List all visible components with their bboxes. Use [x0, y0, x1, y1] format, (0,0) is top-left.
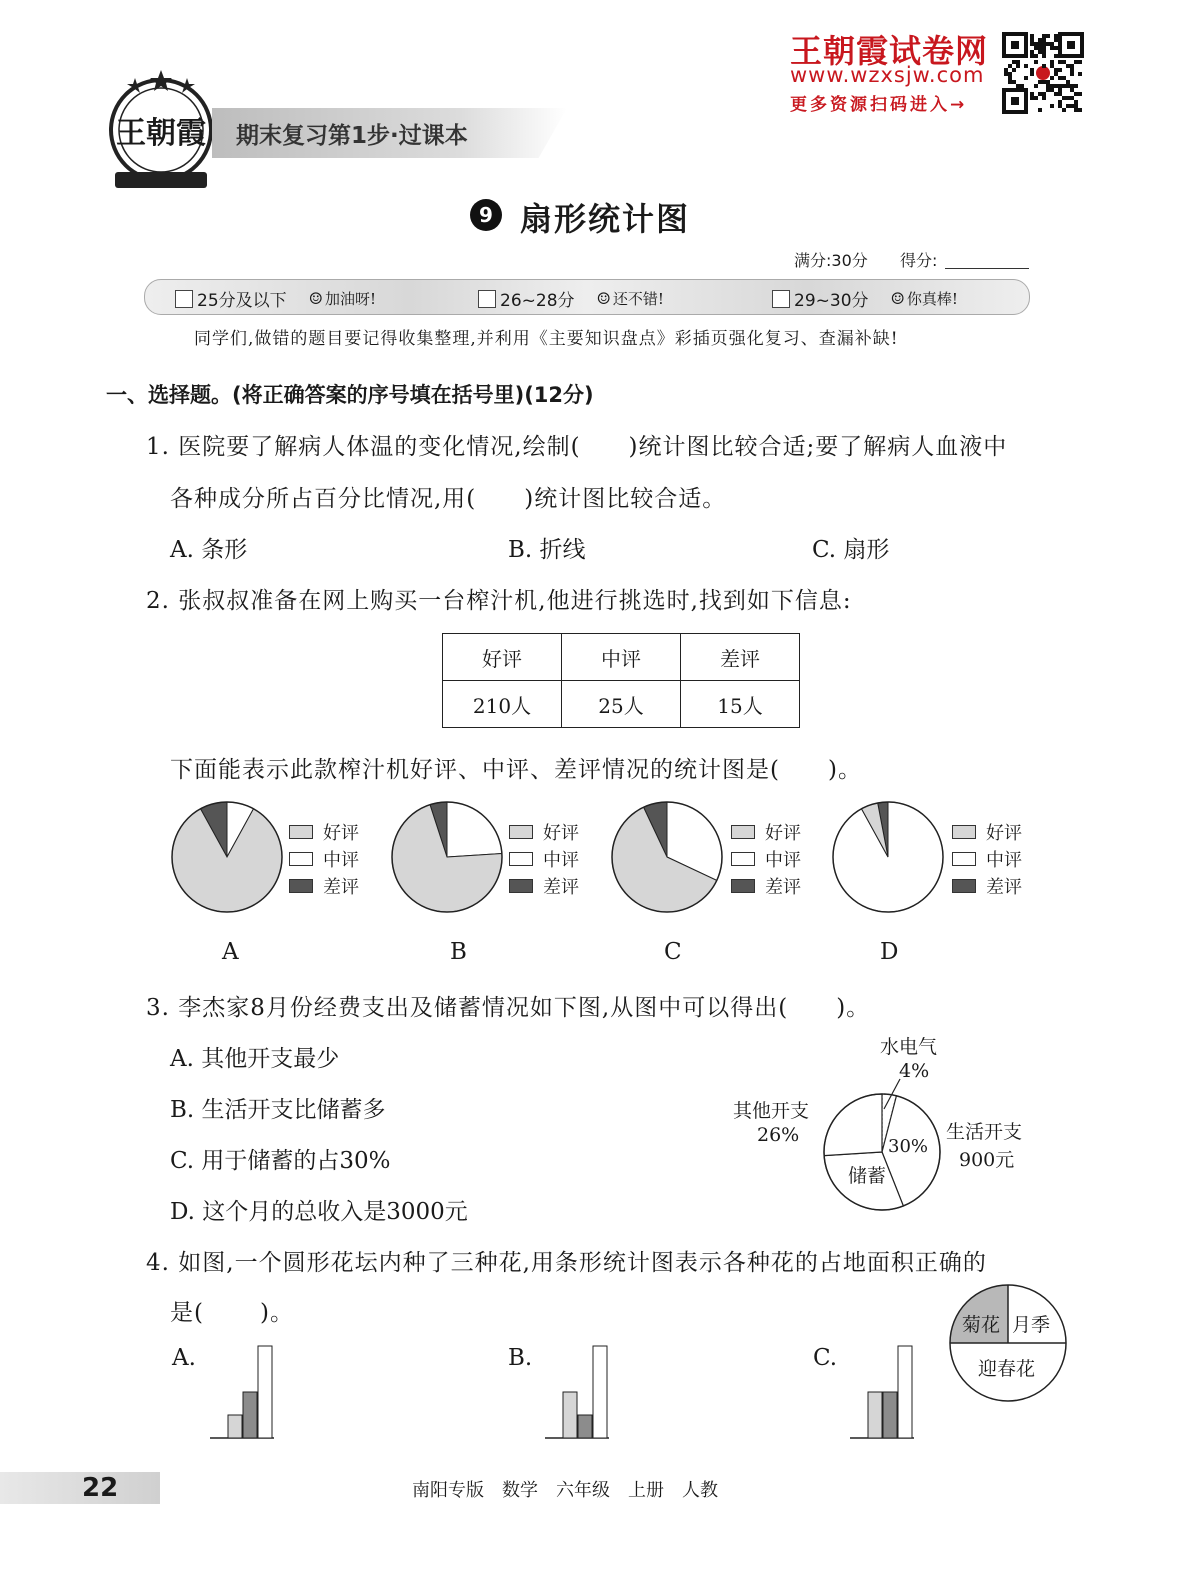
brand-logo-text: 王朝霞 [116, 116, 206, 151]
bar-q4-a-2 [258, 1346, 272, 1438]
q3-stem: 3. 李杰家8月份经费支出及储蓄情况如下图,从图中可以得出( )。 [146, 995, 871, 1021]
label-utilities-pct: 4% [899, 1060, 930, 1082]
q4-option-b[interactable]: B. [508, 1345, 533, 1371]
flower-label-jasmine: 迎春花 [978, 1358, 1036, 1380]
q1-line1: 1. 医院要了解病人体温的变化情况,绘制( )统计图比较合适;要了解病人血液中 [146, 434, 1008, 460]
grading-range: 29~30分 [794, 291, 869, 311]
bar-q4-b-0 [563, 1392, 577, 1438]
score-blank[interactable] [945, 268, 1029, 269]
swatch-light [509, 825, 533, 839]
flower-label-chrysanthemum: 菊花 [962, 1314, 1001, 1336]
footer-edition: 南阳专版 数学 六年级 上册 人教 [412, 1480, 718, 1501]
bar-q4-b-2 [593, 1346, 607, 1438]
q3-option-a[interactable]: A. 其他开支最少 [170, 1046, 340, 1072]
table-header: 好评 [443, 634, 562, 681]
swatch-light [731, 825, 755, 839]
bar-q4-c-2 [898, 1346, 912, 1438]
q1-option-c[interactable]: C. 扇形 [812, 537, 890, 563]
q4-stem-2: 是( )。 [170, 1300, 294, 1326]
review-table [442, 633, 800, 728]
grading-comment: 还不错! [612, 290, 664, 308]
bar-q4-a-1 [243, 1392, 257, 1438]
legend-item: 中评 [952, 845, 1022, 872]
table-cell: 25人 [562, 681, 681, 728]
swatch-white [289, 852, 313, 866]
tip-text: 同学们,做错的题目要记得收集整理,并利用《主要知识盘点》彩插页强化复习、查漏补缺! [194, 329, 899, 349]
table-header: 差评 [681, 634, 800, 681]
q2-option-c[interactable]: C [664, 939, 682, 965]
score-label: 得分: [900, 251, 938, 270]
q4-option-a[interactable]: A. [172, 1345, 196, 1371]
section-title: 一、选择题。(将正确答案的序号填在括号里)(12分) [106, 383, 594, 407]
checkbox[interactable] [175, 290, 193, 308]
label-savings-pct: 30% [888, 1136, 929, 1157]
bar-q4-a-0 [228, 1415, 242, 1438]
grading-option-1[interactable] [175, 286, 376, 311]
q3-option-c[interactable]: C. 用于储蓄的占30% [170, 1148, 391, 1174]
swatch-dark [289, 879, 313, 893]
q2-stem: 2. 张叔叔准备在网上购买一台榨汁机,他进行挑选时,找到如下信息: [146, 588, 852, 614]
q2-option-a[interactable]: A [222, 939, 239, 965]
swatch-dark [952, 879, 976, 893]
grading-option-2[interactable] [478, 286, 664, 311]
page-number: 22 [82, 1473, 119, 1503]
legend-d [952, 818, 1022, 899]
label-other: 其他开支 [733, 1100, 810, 1122]
pie-slice-b-1 [447, 802, 502, 857]
footer-band [0, 1472, 160, 1504]
smiley-icon: ☺ [890, 289, 905, 308]
legend-item: 好评 [952, 818, 1022, 845]
table-cell: 210人 [443, 681, 562, 728]
legend-item: 差评 [289, 872, 359, 899]
grading-range: 25分及以下 [197, 291, 287, 311]
swatch-dark [509, 879, 533, 893]
legend-item: 好评 [509, 818, 579, 845]
smiley-icon: ☺ [596, 289, 611, 308]
q2-option-d[interactable]: D [880, 939, 899, 965]
label-living: 生活开支 [946, 1121, 1023, 1143]
q3-option-d[interactable]: D. 这个月的总收入是3000元 [170, 1199, 468, 1225]
legend-item: 好评 [289, 818, 359, 845]
q1-option-b[interactable]: B. 折线 [508, 537, 586, 563]
flower-bed-diagram [948, 1283, 1068, 1403]
q3-option-b[interactable]: B. 生活开支比储蓄多 [170, 1097, 386, 1123]
legend-item: 好评 [731, 818, 801, 845]
q1-option-a[interactable]: A. 条形 [170, 537, 248, 563]
title-number-badge: 9 [470, 199, 502, 231]
label-other-pct: 26% [757, 1124, 800, 1146]
swatch-white [731, 852, 755, 866]
legend-item: 差评 [509, 872, 579, 899]
legend-item: 中评 [731, 845, 801, 872]
legend-c [731, 818, 801, 899]
legend-item: 中评 [509, 845, 579, 872]
label-living-amount: 900元 [959, 1149, 1015, 1171]
swatch-white [509, 852, 533, 866]
q2-option-b[interactable]: B [450, 939, 467, 965]
q4-stem: 4. 如图,一个圆形花坛内种了三种花,用条形统计图表示各种花的占地面积正确的 [146, 1250, 987, 1276]
q2-prompt: 下面能表示此款榨汁机好评、中评、差评情况的统计图是( )。 [170, 757, 862, 783]
site-name: 王朝霞试卷网 [790, 32, 989, 70]
smiley-icon: ☺ [308, 289, 323, 308]
flower-label-rose: 月季 [1012, 1314, 1051, 1336]
full-score-label: 满分:30分 [794, 251, 868, 270]
grading-comment: 你真棒! [906, 290, 958, 308]
legend-item: 中评 [289, 845, 359, 872]
grading-option-3[interactable] [772, 286, 958, 311]
bar-q4-c-1 [883, 1392, 897, 1438]
swatch-light [952, 825, 976, 839]
legend-b [509, 818, 579, 899]
legend-item: 差评 [731, 872, 801, 899]
table-header: 中评 [562, 634, 681, 681]
qr-code[interactable] [1002, 32, 1084, 114]
site-url[interactable]: www.wzxsjw.com [790, 63, 985, 87]
bar-q4-c-0 [868, 1392, 882, 1438]
q4-bar-charts [200, 1340, 940, 1450]
swatch-light [289, 825, 313, 839]
bar-q4-b-1 [578, 1415, 592, 1438]
swatch-white [952, 852, 976, 866]
banner-text: 期末复习第1步·过课本 [236, 123, 468, 149]
checkbox[interactable] [478, 290, 496, 308]
site-slogan: 更多资源扫码进入→ [790, 95, 968, 115]
legend-a [289, 818, 359, 899]
table-cell: 15人 [681, 681, 800, 728]
grading-range: 26~28分 [500, 291, 575, 311]
label-savings: 储蓄 [848, 1165, 887, 1187]
label-utilities: 水电气 [880, 1036, 938, 1058]
page-title: 扇形统计图 [520, 200, 691, 238]
checkbox[interactable] [772, 290, 790, 308]
swatch-dark [731, 879, 755, 893]
q4-option-c[interactable]: C. [813, 1345, 838, 1371]
legend-item: 差评 [952, 872, 1022, 899]
brand-logo [105, 68, 217, 190]
grading-comment: 加油呀! [324, 290, 377, 308]
q1-line2: 各种成分所占百分比情况,用( )统计图比较合适。 [170, 486, 727, 512]
